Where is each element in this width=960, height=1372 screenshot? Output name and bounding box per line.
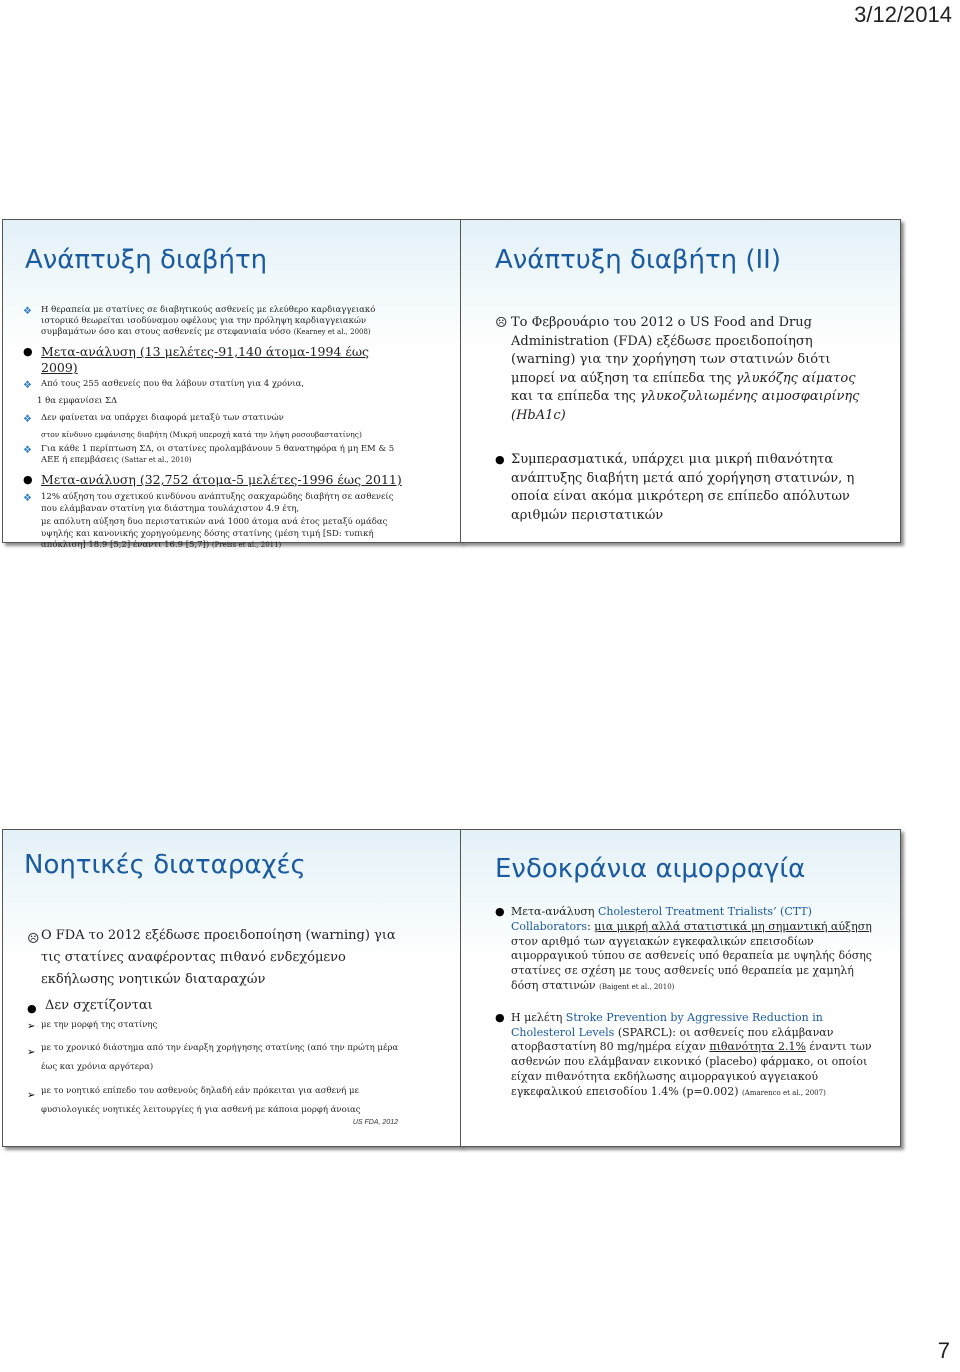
source-note: US FDA, 2012 — [352, 1119, 398, 1126]
diamond-bullet-icon: ❖ — [23, 414, 32, 425]
round-bullet-icon: ● — [23, 473, 33, 486]
arrow-bullet-icon: ➢ — [27, 1090, 36, 1101]
text-line: 1 θα εμφανίσει ΣΔ — [37, 396, 118, 406]
bullet-item: ❖ 12% αύξηση του σχετικού κινδύνου ανάπτυξης σακχαρώδης διαβήτη σε ασθενείς που ελάμβαναν στατίνη για διάστημα τουλάχιστον 4.9 έτη, — [23, 492, 394, 514]
diamond-bullet-icon: ❖ — [23, 493, 32, 504]
page-number: 7 — [937, 1338, 950, 1363]
round-bullet-icon: ● — [27, 1002, 37, 1015]
slide-title: Ενδοκράνια αιμορραγία — [495, 854, 806, 884]
slide-cognitive-disorders — [2, 829, 461, 1147]
bullet-item: ● Μετα-ανάλυση Cholesterol Treatment Trialists’ (CTT) Collaborators: μια μικρή αλλά στατιστικά μη σημαντική αύξηση στον αριθμό των αγγειακών εγκεφαλικών επεισοδίων αιμορραγικού τύπου σε ασθενείς υπό θεραπεία με υψηλής δόσης στατίνες σε σχέση με τους ασθενείς υπό θεραπεία με χαμηλή δόση στατινών (Baigent et al., 2010) — [495, 905, 872, 992]
sad-face-icon: ☹ — [495, 315, 508, 331]
bullet-item: ➢ με την μορφή της στατίνης — [27, 1020, 158, 1032]
diamond-bullet-icon: ❖ — [23, 380, 32, 391]
bullet-heading: ● Μετα-ανάλυση (13 μελέτες-91,140 άτομα-1994 έως 2009) — [23, 344, 370, 375]
round-bullet-icon: ● — [495, 905, 505, 918]
bullet-item: ➢ με το νοητικό επίπεδο του ασθενούς δηλαδή εάν πρόκειται για ασθενή με φυσιολογικές νοητικές λειτουργίες ή για ασθενή με κάποια μορφή άνοιας — [27, 1086, 361, 1115]
slide-title: Ανάπτυξη διαβήτη — [25, 245, 268, 275]
bullet-item: ● Δεν σχετίζονται — [27, 995, 407, 1017]
bullet-item: ☹ Το Φεβρουάριο του 2012 ο US Food and Drug Administration (FDA) εξέδωσε προειδοποίηση (warning) για την χορήγηση των στατινών διότι μπορεί να αύξηση τα επίπεδα της γλυκόζης αίματος και τα επίπεδα της γλυκοζυλιωμένης αιμοσφαιρίνης (HbA1c) — [495, 315, 860, 423]
bullet-item: ❖ Η θεραπεία με στατίνες σε διαβητικούς ασθενείς με ελεύθερο καρδιαγγειακό ιστορικό θεωρείται ισοδύναμου οφέλους για την πρόληψη καρδιαγγειακών συμβαμάτων όσο και στους ασθενείς με στεφανιαία νόσο (Kearney et al., 2008) — [23, 305, 376, 337]
diamond-bullet-icon: ❖ — [23, 306, 32, 317]
text-line: στον κίνδυνο εμφάνισης διαβήτη (Μικρή υπεροχή κατά την λήψη ροσουβαστατίνης) — [41, 430, 362, 439]
bullet-item: ❖ Δεν φαίνεται να υπάρχει διαφορά μεταξύ των στατινών — [23, 413, 284, 425]
page-date: 3/12/2014 — [854, 2, 952, 27]
slide-title: Νοητικές διαταραχές — [24, 850, 306, 880]
bullet-item: ● Η μελέτη Stroke Prevention by Aggressive Reduction in Cholesterol Levels (SPARCL): οι ασθενείς που ελάμβαναν ατορβαστατίνη 80 mg/ημέρα είχαν πιθανότητα 2.1% έναντι των ασθενών που ελάμβαναν εικονικό (placebo) φάρμακο, οι οποίοι είχαν πιθανότητα εκδήλωσης αιμορραγικού αγγειακού εγκεφαλικού επεισοδίου 1.4% (p=0.002) (Amarenco et al., 2007) — [495, 1010, 872, 1098]
bullet-item: ❖ Από τους 255 ασθενείς που θα λάβουν στατίνη για 4 χρόνια, — [23, 379, 305, 391]
round-bullet-icon: ● — [495, 1010, 505, 1024]
bullet-item: ➢ με το χρονικό διάστημα από την έναρξη χορήγησης στατίνης (από την πρώτη μέρα έως και χρόνια αργότερα) — [27, 1043, 399, 1072]
sad-face-icon: ☹ — [27, 931, 40, 947]
round-bullet-icon: ● — [23, 345, 33, 358]
text-line: με απόλυτη αύξηση δυο περιστατικών ανά 1000 άτομα ανά έτος μεταξύ ομάδας υψηλής και κανονικής χορηγούμενης δόσης στατίνης (μέση τιμή [SD: τυπική απόκλιση] 18.9 [5,2] έναντι 16.9 [5,7]) (Preiss et al., 2011) — [41, 517, 388, 550]
bullet-heading: ● Μετα-ανάλυση (32,752 άτομα-5 μελέτες-1996 έως 2011) — [23, 472, 402, 487]
bullet-item: ❖ Για κάθε 1 περίπτωση ΣΔ, οι στατίνες προλαμβάνουν 5 θανατηφόρα ή μη ΕΜ & 5 ΑΕΕ ή επεμβάσεις (Sattar et al., 2010) — [23, 444, 395, 465]
diamond-bullet-icon: ❖ — [23, 445, 32, 456]
arrow-bullet-icon: ➢ — [27, 1047, 36, 1058]
slide-diabetes-development — [2, 219, 461, 550]
slide-intracranial-hemorrhage — [460, 829, 901, 1147]
slide-diabetes-development-ii — [460, 219, 901, 543]
arrow-bullet-icon: ➢ — [27, 1021, 36, 1032]
bullet-item: ● Συμπερασματικά, υπάρχει μια μικρή πιθανότητα ανάπτυξης διαβήτη μετά από χορήγηση στατινών, η οποία είναι ακόμα μικρότερη σε επίπεδο απόλυτων αριθμών περιστατικών — [495, 452, 855, 523]
bullet-item: ☹ Ο FDA το 2012 εξέδωσε προειδοποίηση (warning) για τις στατίνες αναφέροντας πιθανό ενδεχόμενο εκδήλωσης νοητικών διαταραχών — [27, 928, 396, 987]
round-bullet-icon: ● — [495, 453, 505, 466]
slide-title: Ανάπτυξη διαβήτη (ΙΙ) — [495, 245, 781, 275]
